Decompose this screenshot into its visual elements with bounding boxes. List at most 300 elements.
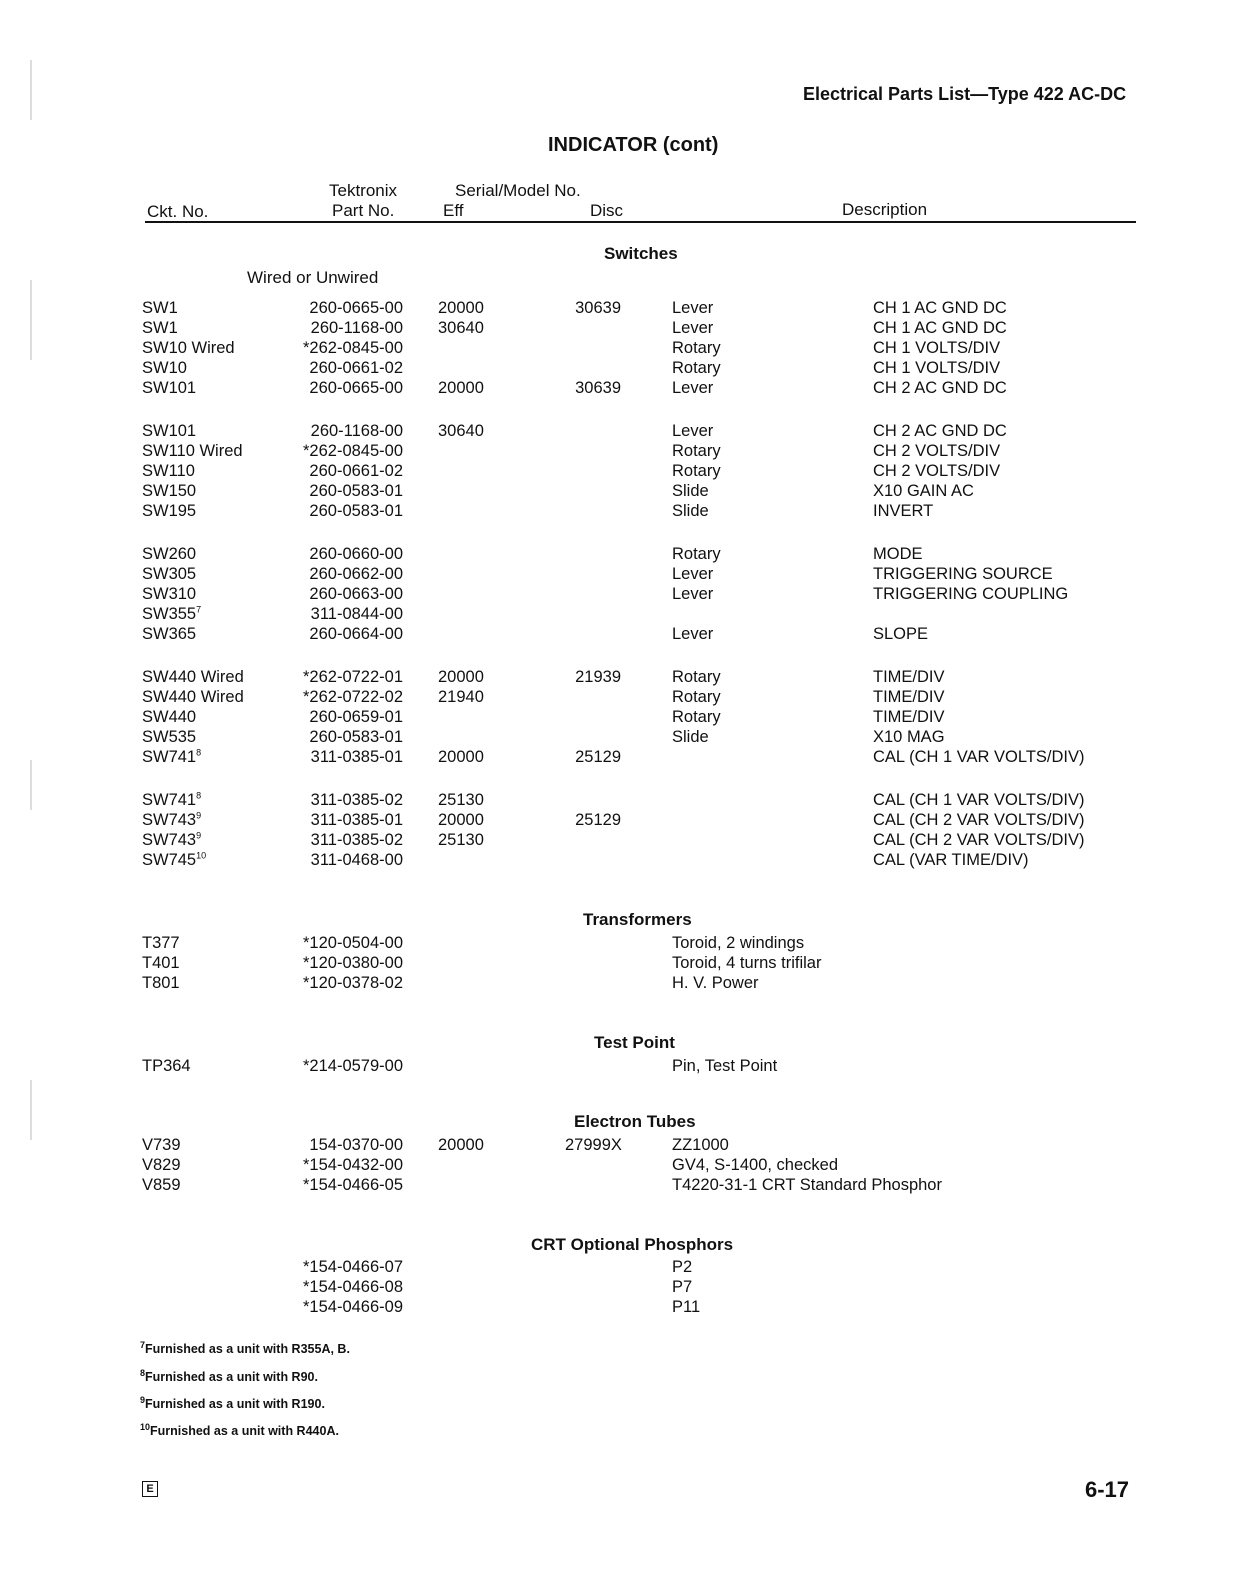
type-cell [672,319,713,338]
part-no-text: *120-0378-02 [303,974,403,992]
eff-serial-text: 20000 [438,379,484,397]
ckt-no-text: SW741 [142,791,197,809]
description-cell [873,831,1085,850]
type-cell [672,974,759,993]
type-cell [672,442,721,461]
type-cell-text: Rotary [672,708,721,726]
ckt-no [142,482,196,501]
table-row [0,482,1235,502]
ckt-no [142,1156,181,1175]
type-cell-text: Lever [672,299,714,317]
part-no [302,422,403,441]
part-no [302,379,403,398]
footnote [140,1421,339,1438]
header-rule [145,221,1136,223]
type-cell [672,934,804,953]
col-serial-model: Serial/Model No. [455,181,581,200]
table-row [0,422,1235,442]
table-row [0,565,1235,585]
eff-serial-text: 25130 [438,791,484,809]
disc-serial [565,379,621,398]
description-cell-text: CH 2 AC GND DC [873,379,1007,397]
ckt-no [142,625,196,644]
footnote-text: Furnished as a unit with R190. [145,1397,325,1411]
ckt-no-text: SW1 [142,299,178,317]
type-cell [672,585,713,604]
type-cell-text: Rotary [672,688,721,706]
footnote [140,1367,318,1384]
description-cell-text: X10 MAG [873,728,945,746]
part-no [302,585,403,604]
part-no-text: 311-0385-02 [310,791,403,809]
type-cell [672,545,721,564]
type-cell-text: Lever [672,585,714,603]
table-row [0,1298,1235,1318]
type-cell-text: Pin, Test Point [672,1057,778,1075]
type-cell [672,379,713,398]
type-cell [672,565,713,584]
part-no-text: *262-0722-02 [303,688,403,706]
part-no-text: *154-0466-08 [303,1278,403,1296]
table-row [0,1136,1235,1156]
type-cell-text: Rotary [672,442,721,460]
ckt-no-text: T401 [142,954,180,972]
part-no [302,974,403,993]
description-cell [873,482,974,501]
col-part-no: Part No. [332,201,395,220]
description-cell-text: CAL (CH 1 VAR VOLTS/DIV) [873,791,1085,809]
part-no-text: *262-0845-00 [303,442,403,460]
type-cell-text: Rotary [672,359,721,377]
ckt-no [142,359,187,378]
table-row [0,379,1235,399]
ckt-no-text: SW535 [142,728,197,746]
col-tektronix: Tektronix [329,181,398,200]
eff-serial-text: 30640 [438,422,484,440]
section-electron-tubes: Electron Tubes [574,1112,696,1131]
ckt-no-text: SW10 [142,359,187,377]
type-cell-text: Slide [672,482,709,500]
type-cell [672,359,721,378]
ckt-no [142,974,180,993]
part-no-text: *120-0504-00 [303,934,403,952]
table-row [0,811,1235,831]
ckt-no-text: V739 [142,1136,181,1154]
col-ckt-no: Ckt. No. [147,202,209,221]
description-cell-text: CH 1 AC GND DC [873,299,1007,317]
type-cell [672,1176,942,1195]
part-no [302,565,403,584]
ckt-no-text: SW150 [142,482,197,500]
eff-serial-text: 20000 [438,1136,484,1154]
footnote-ref: 7 [196,604,202,615]
table-row [0,1156,1235,1176]
description-cell [873,442,1000,461]
ckt-no [142,422,196,441]
type-cell-text: Lever [672,379,714,397]
description-cell-text: CH 2 AC GND DC [873,422,1007,440]
part-no-text: *154-0466-05 [303,1176,403,1194]
eff-serial-text: 20000 [438,811,484,829]
part-no-text: 260-0663-00 [309,585,403,603]
part-no [302,462,403,481]
type-cell-text: P2 [672,1258,693,1276]
description-cell [873,585,1068,604]
table-row [0,791,1235,811]
ckt-no [142,688,244,707]
ckt-no [142,605,201,624]
part-no [302,831,403,850]
type-cell [672,1057,777,1076]
table-row [0,625,1235,645]
part-no [302,1298,403,1317]
ckt-no-text: SW260 [142,545,197,563]
description-cell [873,565,1053,584]
description-cell-text: TRIGGERING COUPLING [873,585,1069,603]
type-cell-text: P11 [672,1298,701,1316]
ckt-no [142,668,244,687]
eff-serial [438,299,484,318]
part-no-text: *262-0722-01 [303,668,403,686]
type-cell [672,1298,700,1317]
ckt-no-text: SW110 Wired [142,442,243,460]
description-cell-text: CAL (CH 1 VAR VOLTS/DIV) [873,748,1085,766]
ckt-no-text: SW745 [142,851,197,869]
disc-serial [565,811,621,830]
part-no [302,851,403,870]
type-cell-text: Rotary [672,668,721,686]
col-disc: Disc [590,201,624,220]
part-no [302,319,403,338]
description-cell-text: CH 1 AC GND DC [873,319,1007,337]
ckt-no-text: TP364 [142,1057,191,1075]
footnote-ref: 8 [196,790,202,801]
table-row [0,1057,1235,1077]
scan-edge-mark [30,60,32,120]
type-cell [672,1136,729,1155]
type-cell-text: Lever [672,625,714,643]
eff-serial [438,831,484,850]
part-no [302,482,403,501]
type-cell-text: T4220-31-1 CRT Standard Phosphor [672,1176,942,1194]
col-eff: Eff [443,201,464,220]
type-cell-text: Toroid, 2 windings [672,934,805,952]
description-cell [873,502,933,521]
page-title: INDICATOR (cont) [548,134,719,156]
part-no-text: *262-0845-00 [303,339,403,357]
part-no-text: *154-0432-00 [303,1156,403,1174]
table-row [0,339,1235,359]
footnote [140,1394,325,1411]
section-test-point: Test Point [594,1033,675,1052]
part-no-text: 260-0665-00 [309,299,403,317]
type-cell [672,1278,692,1297]
footnote-ref: 8 [196,747,202,758]
description-cell-text: CAL (CH 2 VAR VOLTS/DIV) [873,831,1085,849]
footnote [140,1339,350,1356]
disc-serial-text: 30639 [575,299,621,317]
description-cell [873,708,945,727]
part-no-text: 154-0370-00 [309,1136,403,1154]
table-row [0,299,1235,319]
part-no [302,625,403,644]
part-no [302,299,403,318]
disc-serial [565,668,621,687]
eff-serial [438,668,484,687]
type-cell-text: Lever [672,422,714,440]
eff-serial-text: 30640 [438,319,484,337]
part-no-text: 260-0661-02 [309,359,403,377]
ckt-no [142,708,196,727]
part-no [302,1136,403,1155]
ckt-no-text: SW440 Wired [142,668,244,686]
description-cell-text: X10 GAIN AC [873,482,974,500]
description-cell [873,339,1000,358]
description-cell-text: CAL (VAR TIME/DIV) [873,851,1029,869]
ckt-no-text: V829 [142,1156,181,1174]
description-cell [873,748,1085,767]
table-row [0,934,1235,954]
type-cell-text: Lever [672,565,714,583]
description-cell [873,791,1085,810]
table-row [0,502,1235,522]
disc-serial-text: 21939 [575,668,621,686]
ckt-no [142,811,201,830]
ckt-no-text: SW305 [142,565,197,583]
table-row [0,545,1235,565]
description-cell-text: CH 1 VOLTS/DIV [873,359,1001,377]
part-no-text: 260-0583-01 [309,482,403,500]
part-no [302,688,403,707]
ckt-no-text: T377 [142,934,180,952]
type-cell-text: H. V. Power [672,974,759,992]
type-cell [672,1258,692,1277]
ckt-no-text: SW10 Wired [142,339,235,357]
description-cell [873,625,928,644]
part-no-text: 260-0662-00 [309,565,403,583]
footnote-number: 7 [140,1339,146,1350]
eff-serial-text: 20000 [438,748,484,766]
ckt-no [142,462,195,481]
type-cell [672,625,713,644]
part-no-text: 260-1168-00 [310,319,403,337]
description-cell [873,811,1085,830]
part-no [302,442,403,461]
description-cell-text: SLOPE [873,625,929,643]
table-row [0,688,1235,708]
type-cell-text: Slide [672,502,709,520]
description-cell-text: TIME/DIV [873,668,945,686]
table-row [0,585,1235,605]
table-row [0,831,1235,851]
type-cell-text: Rotary [672,462,721,480]
ckt-no [142,299,178,318]
type-cell-text: Slide [672,728,709,746]
description-cell [873,688,945,707]
disc-serial [565,1136,621,1155]
table-row [0,1258,1235,1278]
part-no-text: 260-0583-01 [309,502,403,520]
disc-serial [565,748,621,767]
ckt-no [142,565,196,584]
ckt-no-text: SW310 [142,585,197,603]
eff-serial [438,748,484,767]
part-no [302,748,403,767]
ckt-no [142,748,201,767]
revision-mark: E [142,1481,158,1497]
table-row [0,851,1235,871]
page-number: 6-17 [1085,1477,1130,1502]
type-cell [672,728,709,747]
table-row [0,605,1235,625]
table-row [0,462,1235,482]
description-cell [873,851,1029,870]
ckt-no-text: SW365 [142,625,197,643]
part-no-text: 260-0665-00 [309,379,403,397]
ckt-no-text: SW101 [142,422,197,440]
ckt-no-text: SW101 [142,379,197,397]
table-row [0,748,1235,768]
eff-serial [438,422,484,441]
ckt-no [142,728,196,747]
part-no-text: *214-0579-00 [303,1057,403,1075]
ckt-no [142,831,201,850]
ckt-no-text: SW741 [142,748,197,766]
ckt-no [142,791,201,810]
type-cell [672,954,821,973]
part-no [302,1156,403,1175]
type-cell [672,422,713,441]
ckt-no [142,442,243,461]
ckt-no-text: SW1 [142,319,178,337]
description-cell [873,422,1007,441]
part-no [302,708,403,727]
part-no-text: 311-0385-02 [310,831,403,849]
part-no-text: 260-0661-02 [309,462,403,480]
col-description: Description [842,200,928,219]
part-no [302,1258,403,1277]
ckt-no [142,1057,191,1076]
ckt-no [142,545,196,564]
disc-serial-text: 25129 [575,811,621,829]
ckt-no-text: SW743 [142,831,197,849]
table-row [0,708,1235,728]
ckt-no [142,1136,181,1155]
table-row [0,668,1235,688]
type-cell [672,502,709,521]
part-no-text: *120-0380-00 [303,954,403,972]
part-no [302,934,403,953]
eff-serial-text: 20000 [438,668,484,686]
ckt-no-text: SW195 [142,502,197,520]
description-cell [873,359,1000,378]
part-no [302,502,403,521]
type-cell [672,462,721,481]
part-no [302,1176,403,1195]
part-no-text: 260-0660-00 [309,545,403,563]
ckt-no-text: SW440 [142,708,197,726]
part-no-text: 311-0844-00 [310,605,403,623]
table-row [0,442,1235,462]
table-row [0,1176,1235,1196]
ckt-no-text: V859 [142,1176,181,1194]
type-cell-text: GV4, S-1400, checked [672,1156,839,1174]
ckt-no [142,954,180,973]
description-cell-text: CH 1 VOLTS/DIV [873,339,1001,357]
type-cell [672,339,721,358]
ckt-no [142,1176,181,1195]
ckt-no [142,585,196,604]
ckt-no-text: SW355 [142,605,197,623]
footnote-text: Furnished as a unit with R355A, B. [145,1342,350,1356]
description-cell [873,462,1000,481]
wired-note: Wired or Unwired [247,268,379,287]
footnote-text: Furnished as a unit with R90. [145,1370,318,1384]
ckt-no [142,339,235,358]
type-cell [672,299,713,318]
part-no [302,359,403,378]
table-row [0,954,1235,974]
table-row [0,319,1235,339]
description-cell-text: CH 2 VOLTS/DIV [873,442,1001,460]
part-no-text: 260-0583-01 [309,728,403,746]
description-cell-text: TIME/DIV [873,708,945,726]
ckt-no [142,851,206,870]
disc-serial-text: 27999X [565,1136,622,1154]
part-no [302,668,403,687]
ckt-no [142,319,178,338]
type-cell [672,708,721,727]
ckt-no [142,502,196,521]
eff-serial-text: 20000 [438,299,484,317]
eff-serial-text: 25130 [438,831,484,849]
description-cell-text: MODE [873,545,923,563]
part-no [302,954,403,973]
eff-serial [438,319,484,338]
running-title: Electrical Parts List—Type 422 AC-DC [803,84,1127,104]
footnote-number: 9 [140,1394,146,1405]
part-no-text: 311-0468-00 [310,851,403,869]
footnote-ref: 9 [196,810,202,821]
type-cell [672,1156,838,1175]
description-cell [873,299,1007,318]
type-cell [672,482,709,501]
part-no-text: 260-0659-01 [309,708,403,726]
table-row [0,974,1235,994]
part-no [302,545,403,564]
eff-serial [438,688,484,707]
description-cell-text: TRIGGERING SOURCE [873,565,1053,583]
ckt-no-text: SW110 [142,462,195,480]
section-crt-phosphors: CRT Optional Phosphors [531,1235,734,1254]
table-row [0,728,1235,748]
type-cell-text: P7 [672,1278,693,1296]
description-cell [873,319,1007,338]
type-cell [672,688,721,707]
part-no [302,605,403,624]
part-no [302,811,403,830]
description-cell [873,728,945,747]
part-no [302,728,403,747]
eff-serial [438,811,484,830]
ckt-no [142,934,180,953]
eff-serial [438,1136,484,1155]
type-cell-text: Lever [672,319,714,337]
footnote-ref: 9 [196,830,202,841]
eff-serial [438,791,484,810]
ckt-no-text: SW743 [142,811,197,829]
ckt-no-text: SW440 Wired [142,688,244,706]
